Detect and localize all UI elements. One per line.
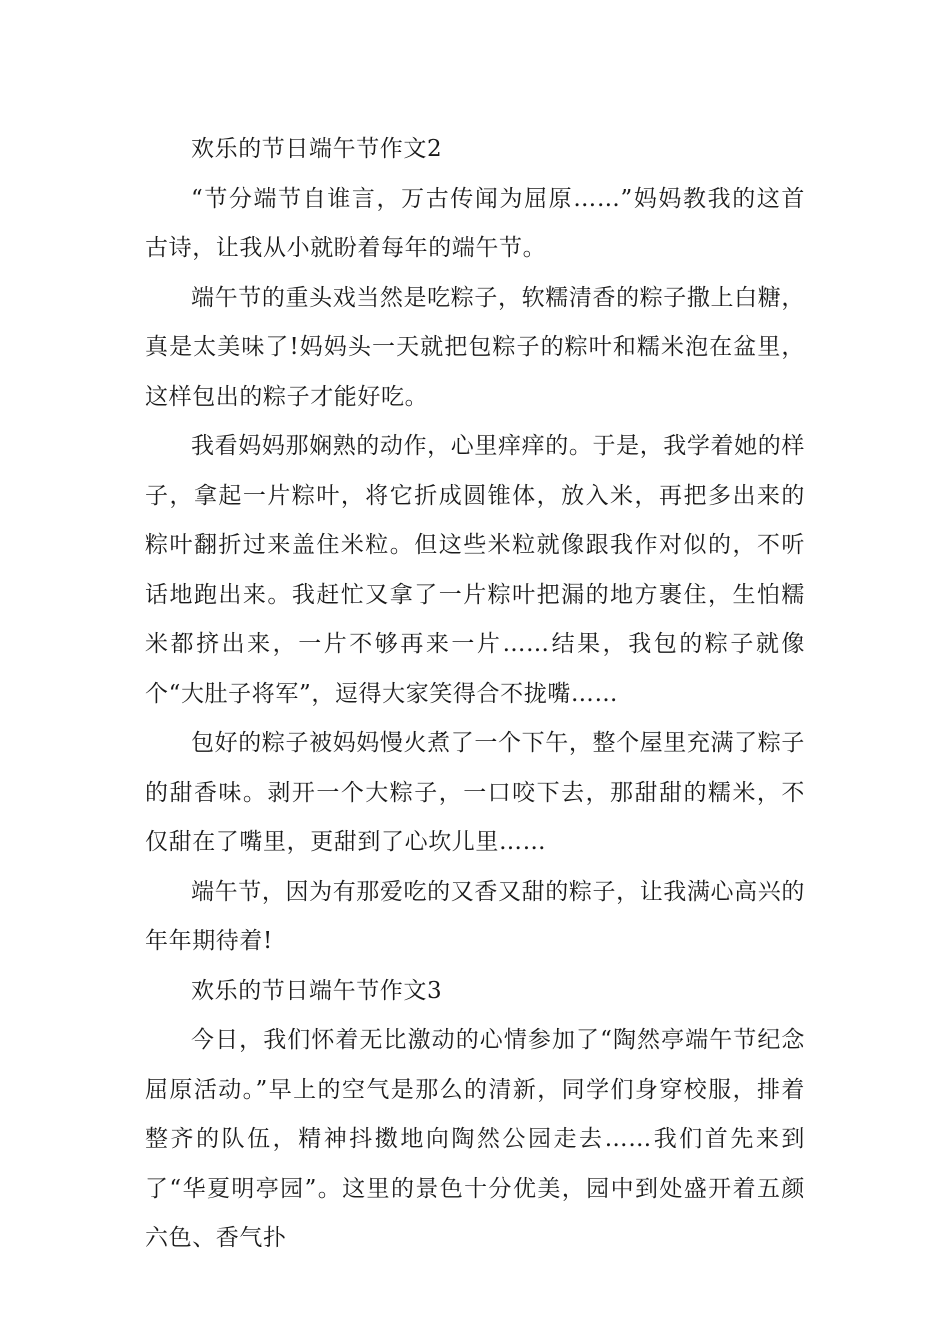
paragraph-3: 我看妈妈那娴熟的动作，心里痒痒的。于是，我学着她的样子，拿起一片粽叶，将它折成圆锥体，放入米，再把多出来的粽叶翻折过来盖住米粒。但这些米粒就像跟我作对似的，不听话地跑出来。我赶忙又拿了一片粽叶把漏的地方裹住，生怕糯米都挤出来，一片不够再来一片……结果，我包的粽子就像个“大肚子将军”，逗得大家笑得合不拢嘴…… (145, 433, 805, 707)
paragraph-4: 包好的粽子被妈妈慢火煮了一个下午，整个屋里充满了粽子的甜香味。剥开一个大粽子，一口咬下去，那甜甜的糯米，不仅甜在了嘴里，更甜到了心坎儿里…… (145, 730, 805, 855)
paragraph-1: “节分端节自谁言，万古传闻为屈原……”妈妈教我的这首古诗，让我从小就盼着每年的端午节。 (145, 185, 805, 261)
paragraph-5: 端午节，因为有那爱吃的又香又甜的粽子，让我满心高兴的年年期待着! (145, 878, 805, 954)
essay-title-2: 欢乐的节日端午节作文2 (191, 136, 443, 162)
essay-title-3: 欢乐的节日端午节作文3 (191, 977, 443, 1004)
paragraph-6: 今日，我们怀着无比激动的心情参加了“陶然亭端午节纪念屈原活动。”早上的空气是那么的清新，同学们身穿校服，排着整齐的队伍，精神抖擞地向陶然公园走去……我们首先来到了“华夏明亭园”。这里的景色十分优美，园中到处盛开着五颜六色、香气扑 (145, 1027, 805, 1251)
document-page (145, 125, 805, 1264)
paragraph-2: 端午节的重头戏当然是吃粽子，软糯清香的粽子撒上白糖，真是太美味了!妈妈头一天就把包粽子的粽叶和糯米泡在盆里，这样包出的粽子才能好吃。 (145, 284, 805, 410)
